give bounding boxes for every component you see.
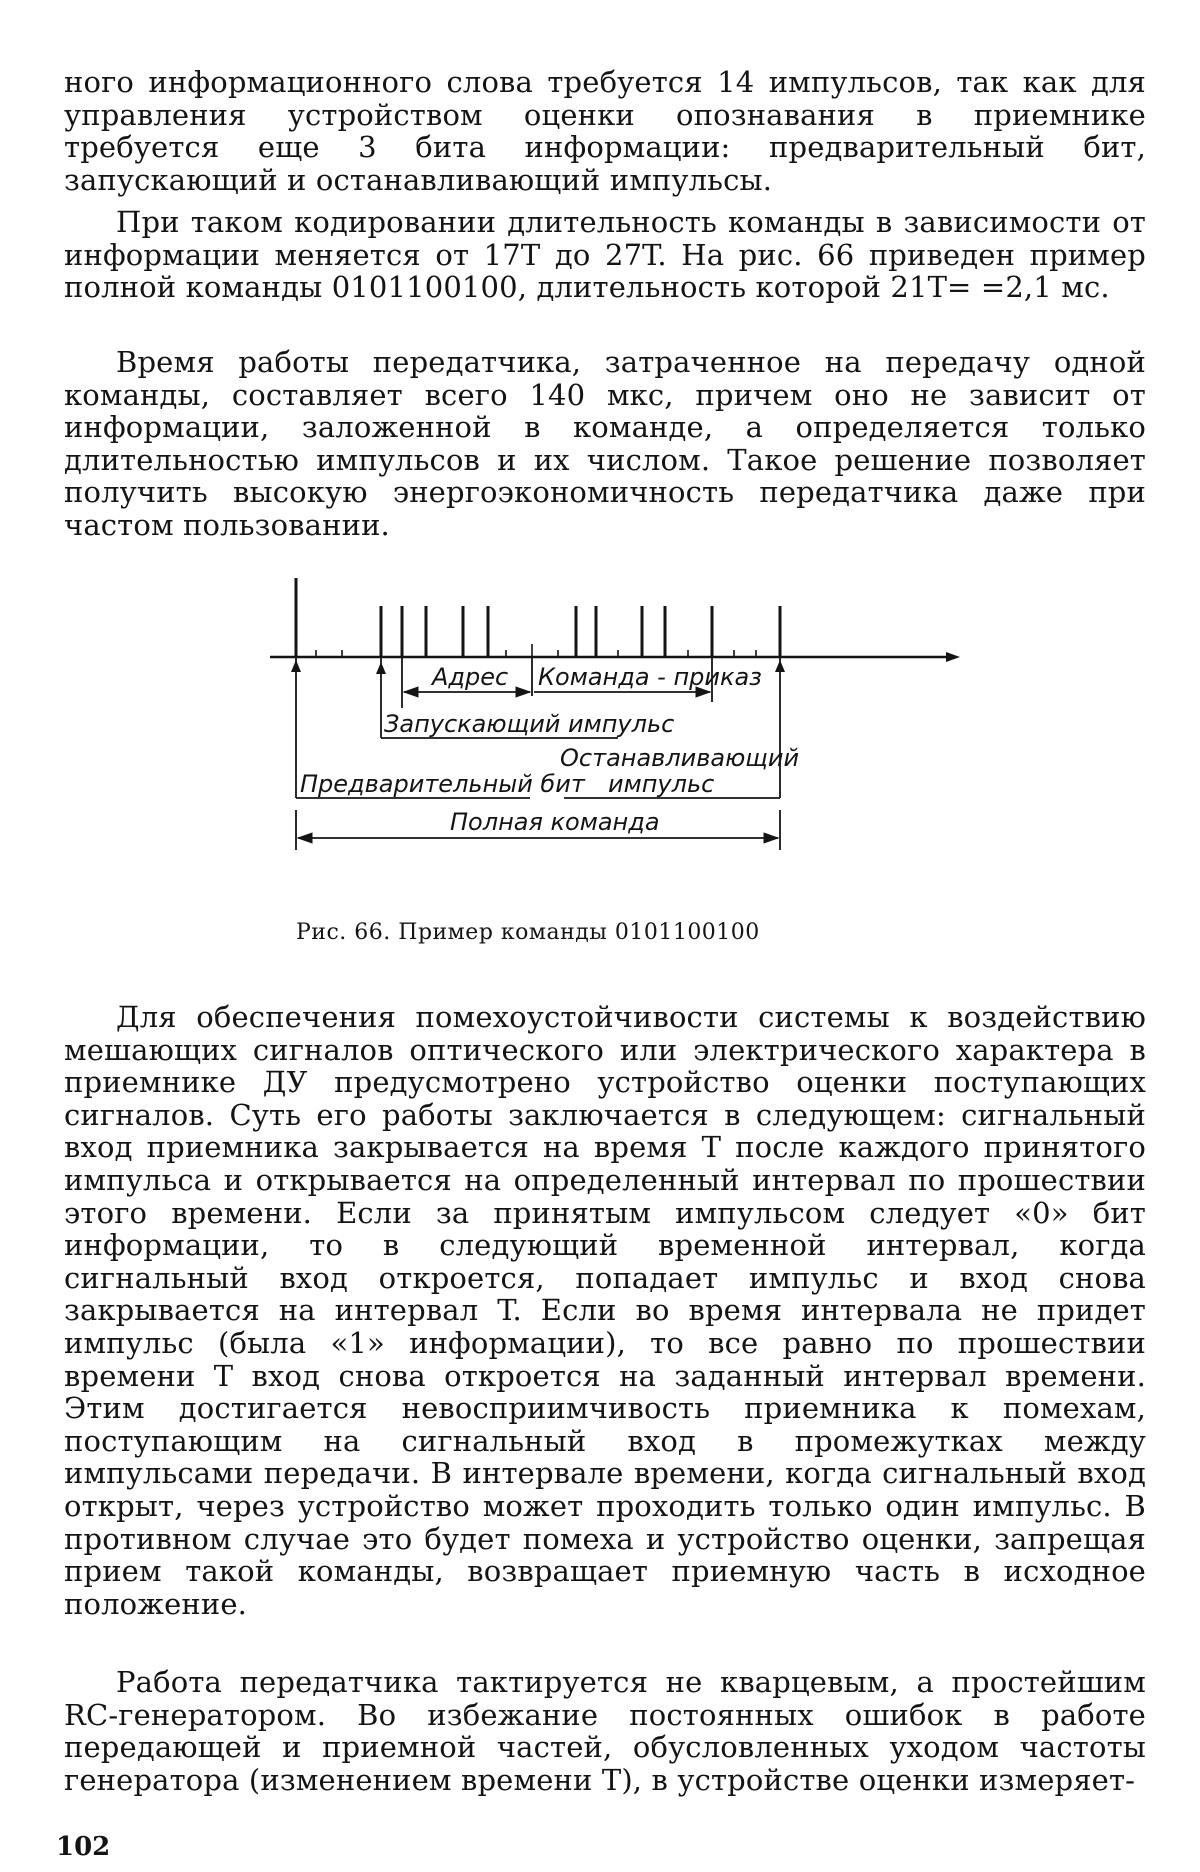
label-preliminary-bit: Предварительный бит (300, 770, 585, 798)
preliminary-bit-arrow-icon (291, 660, 301, 672)
paragraph-3-text: Время работы передатчика, затраченное на передачу одной команды, составляет всего 140 мкс, причем оно не зависит от информации, заложенной в команде, а определяется только длительностью импульсов и их числом. Такое решение позволяет получить высокую энергоэкономичность передатчика даже при частом пользовании. (64, 345, 1146, 542)
paragraph-1-text: ного информационного слова требуется 14 импульсов, так как для управления устройством оценки опознавания в приемнике требуется еще 3 бита информации: предварительный бит, запускающий и останавливающий импульсы. (64, 65, 1146, 197)
figure-caption: Рис. 66. Пример команды 0101100100 (296, 920, 760, 945)
axis-arrow-icon (946, 652, 960, 662)
label-address: Адрес (432, 663, 509, 691)
stop-pulse-arrow-icon (775, 660, 785, 672)
paragraph-4 (64, 1001, 1146, 1620)
label-full-command: Полная команда (450, 808, 660, 836)
paragraph-1 (64, 66, 1146, 196)
figure-66 (260, 570, 960, 900)
pulse-diagram (260, 570, 960, 900)
label-stop-pulse-line1: Останавливающий (560, 744, 800, 772)
paragraph-3 (64, 346, 1146, 542)
paragraph-4-text: Для обеспечения помехоустойчивости системы к воздействию мешающих сигналов оптического или электрического характера в приемнике ДУ предусмотрено устройство оценки поступающих сигналов. Суть его работы заключается в следующем: сигнальный вход приемника закрывается на время T после каждого принятого импульса и открывается на определенный интервал по прошествии этого времени. Если за принятым импульсом следует «0» бит информации, то в следующий временной интервал, когда сигнальный вход откроется, попадает импульс и вход снова закрывается на интервал T. Если во время интервала не придет импульс (была «1» информации), то все равно по прошествии времени T вход снова откроется на заданный интервал времени. Этим достигается невосприимчивость приемника к помехам, поступающим на сигнальный вход в промежутках между импульсами передачи. В интервале времени, когда сигнальный вход открыт, через устройство может проходить только один импульс. В противном случае это будет помеха и устройство оценки, запрещая прием такой команды, возвращает приемную часть в исходное положение. (64, 1000, 1146, 1621)
paragraph-2 (64, 206, 1146, 304)
pulse-train (296, 578, 780, 657)
label-command: Команда - приказ (538, 663, 762, 691)
label-stop-pulse-line2: импульс (608, 770, 715, 798)
paragraph-5 (64, 1666, 1146, 1796)
page-number: 102 (56, 1832, 111, 1862)
start-pulse-arrow-icon (376, 662, 386, 674)
paragraph-2-text: При таком кодировании длительность команды в зависимости от информации меняется от 17T до 27T. На рис. 66 приведен пример полной команды 0101100100, длительность которой 21T= =2,1 мс. (64, 205, 1146, 305)
label-start-pulse: Запускающий импульс (384, 710, 675, 738)
paragraph-5-text: Работа передатчика тактируется не кварцевым, а простейшим RC-генератором. Во избежание постоянных ошибок в работе передающей и приемной частей, обусловленных уходом частоты генератора (изменением времени T), в устройстве оценки измеряет- (64, 1665, 1146, 1797)
